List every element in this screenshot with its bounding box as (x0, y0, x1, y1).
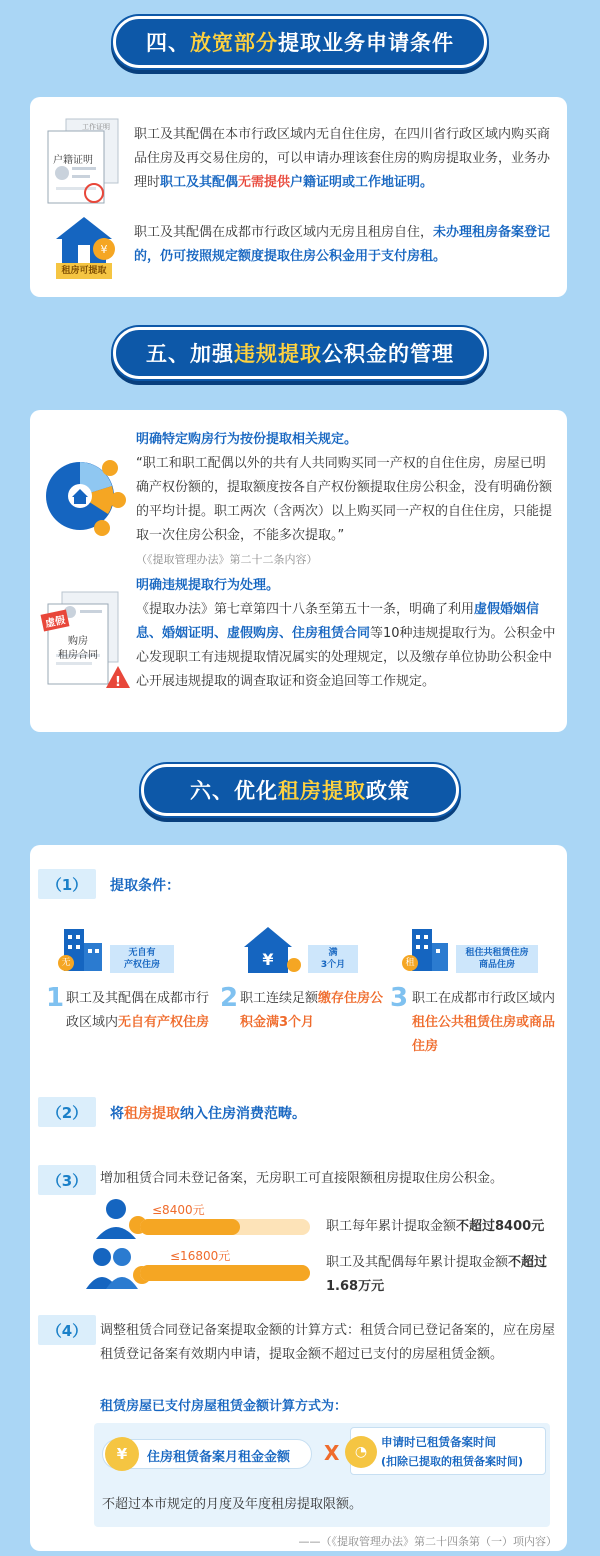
svg-text:¥: ¥ (262, 950, 274, 969)
condition1-tag-a: 无自有 (128, 948, 156, 958)
violation-document-icon (42, 588, 132, 692)
item2-highlight: 虚假婚姻信息、婚姻证明、虚假购房、住房租赁合同 (136, 602, 540, 641)
para1-text: 职工及其配偶在本市行政区域内无自住住房，在四川省行政区域内购买商品住房及再交易住房的，可以申请办理该套住房的购房提取业务，业务办理时 (134, 127, 551, 190)
point2-highlight: 租房提取 (124, 1106, 180, 1122)
formula-right-line1: 申请时已租赁备案时间 (381, 1435, 496, 1449)
item1-source: （《提取管理办法》第二十二条内容） (136, 553, 318, 566)
condition3-text (412, 987, 558, 1059)
point2-text (110, 1103, 306, 1123)
section4-banner (113, 16, 487, 68)
item1-text: “职工和职工配偶以外的共有人共同购买同一产权的自住住房，房屋已明确产权份额的，提取额度按各自产权份额提取住房公积金，没有明确份额的平均计提。职工两次（含两次）以上购买同一产权的自住住房，只能提取一次住房公积金，不能多次提取。” (136, 456, 553, 543)
section4-card (30, 97, 567, 297)
section4-paragraph-1 (134, 123, 554, 195)
point4-formula-title: 租赁房屋已支付房屋租赁金额计算方式为： (100, 1399, 348, 1414)
point3-text: 增加租赁合同未登记备案，无房职工可直接限额租房提取住房公积金。 (100, 1171, 504, 1186)
fake-stamp: 虚假 (41, 609, 70, 631)
condition1-tag (110, 945, 174, 973)
certificate-icon (44, 117, 124, 209)
condition1-tag-b: 产权住房 (123, 960, 160, 970)
condition2-tag-a: 满 (328, 948, 338, 958)
limit1-highlight: 不超过8400元 (456, 1219, 545, 1234)
step-number-4: （4） (38, 1315, 96, 1345)
limit1-text-a: 职工每年累计提取金额 (326, 1219, 457, 1234)
svg-text:!: ! (115, 675, 121, 690)
formula-box (94, 1423, 550, 1527)
section6-title-post: 政策 (366, 779, 410, 803)
section6-card (30, 845, 567, 1551)
condition2-tag-b: 3个月 (320, 960, 346, 970)
para2-highlight-blue: 未办理租房备案登记的，仍可按照规定额度提取住房公积金用于支付房租。 (134, 225, 551, 264)
condition3-number: 3 (390, 983, 409, 1013)
rent-house-tag: 租房可提取 (56, 263, 112, 279)
limit2-text-a: 职工及其配偶每年累计提取金额 (326, 1255, 509, 1270)
condition1-text-a: 职工及其配偶在成都市行政区域内 (66, 991, 210, 1030)
para1-highlight-blue-2: 户籍证明或工作地证明。 (290, 175, 434, 190)
item1-title: 明确特定购房行为按份提取相关规定。 (136, 432, 358, 447)
section5-item1 (136, 428, 556, 572)
section6-title-pre: 六、优化 (190, 779, 278, 803)
section5-title-pre: 五、加强 (146, 342, 234, 366)
certificate-label-main: 户籍证明 (53, 155, 93, 166)
coin-house-icon (242, 925, 302, 975)
section5-card (30, 410, 567, 732)
formula-note: 不超过本市规定的月度及年度租房提取限额。 (102, 1497, 363, 1512)
condition3-tag (456, 945, 538, 973)
point2-text-a: 将 (110, 1106, 124, 1122)
section5-item2 (136, 574, 556, 694)
multiply-sign: X (324, 1441, 340, 1465)
step-number-2: （2） (38, 1097, 96, 1127)
item2-text-a: 《提取办法》第七章第四十八条至第五十一条，明确了利用 (136, 602, 475, 617)
item2-title: 明确违规提取行为处理。 (136, 578, 280, 593)
condition1-highlight: 无自有产权住房 (118, 1015, 210, 1030)
svg-text:¥: ¥ (100, 243, 108, 256)
para1-highlight-red: 无需提供 (238, 175, 291, 190)
limit1-text (326, 1215, 566, 1239)
condition2-tag (308, 945, 358, 973)
certificate-label-back: 工作证明 (82, 123, 110, 131)
formula-left (102, 1439, 312, 1469)
clock-icon: ◔ (345, 1436, 377, 1468)
limit1-bar-fill (140, 1219, 240, 1235)
step-number-1: （1） (38, 869, 96, 899)
condition2-number: 2 (220, 983, 239, 1013)
condition3-text-a: 职工在成都市行政区域内 (412, 991, 556, 1006)
building-icon (58, 925, 108, 975)
section4-title-pre: 四、 (146, 31, 190, 55)
limit2-highlight: 不超过1.68万元 (326, 1255, 548, 1294)
item2-text-c: 等10种违规提取行为。公积金中心发现职工有违规提取情况属实的处理规定，以及缴存单位协助公积金中心开展违规提取的调查取证和资金追回等工作规定。 (136, 626, 556, 689)
doc-label-a: 购房 (68, 636, 88, 647)
share-pie-icon (40, 450, 128, 538)
step-number-3: （3） (38, 1165, 96, 1195)
point4-text: 调整租赁合同登记备案提取金额的计算方式：租赁合同已登记备案的，应在房屋租赁登记备案有效期内申请，提取金额不超过已支付的房屋租赁金额。 (100, 1323, 556, 1362)
section5-banner (113, 327, 487, 379)
para2-text: 职工及其配偶在成都市行政区域内无房且租房自住， (134, 225, 434, 240)
condition2-text (240, 987, 388, 1035)
no-badge: 无 (58, 955, 74, 971)
doc-label-b: 租房合同 (58, 650, 98, 661)
section4-title-highlight: 放宽部分 (190, 31, 278, 55)
section4-paragraph-2 (134, 221, 554, 269)
formula-left-text: 住房租赁备案月租金金额 (147, 1450, 291, 1465)
condition1-text (66, 987, 212, 1035)
formula-right (350, 1427, 546, 1475)
condition3-tag-a: 租住共租赁住房 (465, 948, 529, 958)
rent-badge: 租 (402, 955, 418, 971)
section5-title-post: 公积金的管理 (322, 342, 454, 366)
section6-source: ——（《提取管理办法》第二十四条第（一）项内容） (298, 1535, 557, 1548)
rent-house-icon (52, 215, 122, 279)
section5-title-highlight: 违规提取 (234, 342, 322, 366)
point2-text-c: 纳入住房消费范畴。 (180, 1106, 306, 1122)
formula-right-line2: (扣除已提取的租赁备案时间) (381, 1455, 524, 1468)
condition1-number: 1 (46, 983, 65, 1013)
para1-highlight-blue: 职工及其配偶 (160, 175, 239, 190)
condition2-text-a: 职工连续足额 (240, 991, 319, 1006)
rental-building-icon (402, 925, 452, 975)
section6-banner (141, 764, 459, 816)
condition2-highlight: 缴存住房公积金满3个月 (240, 991, 384, 1030)
section4-title-post: 提取业务申请条件 (278, 31, 454, 55)
limit2-bar-fill (140, 1265, 310, 1281)
condition3-highlight: 租住公共租赁住房或商品住房 (412, 1015, 556, 1054)
condition3-tag-b: 商品住房 (478, 960, 515, 970)
yen-icon: ¥ (105, 1437, 139, 1471)
condition-title: 提取条件： (110, 878, 180, 894)
section6-title-highlight: 租房提取 (278, 779, 366, 803)
limit1-label: ≤8400元 (152, 1203, 205, 1217)
limit2-text (326, 1251, 566, 1299)
limit2-label: ≤16800元 (170, 1249, 231, 1263)
